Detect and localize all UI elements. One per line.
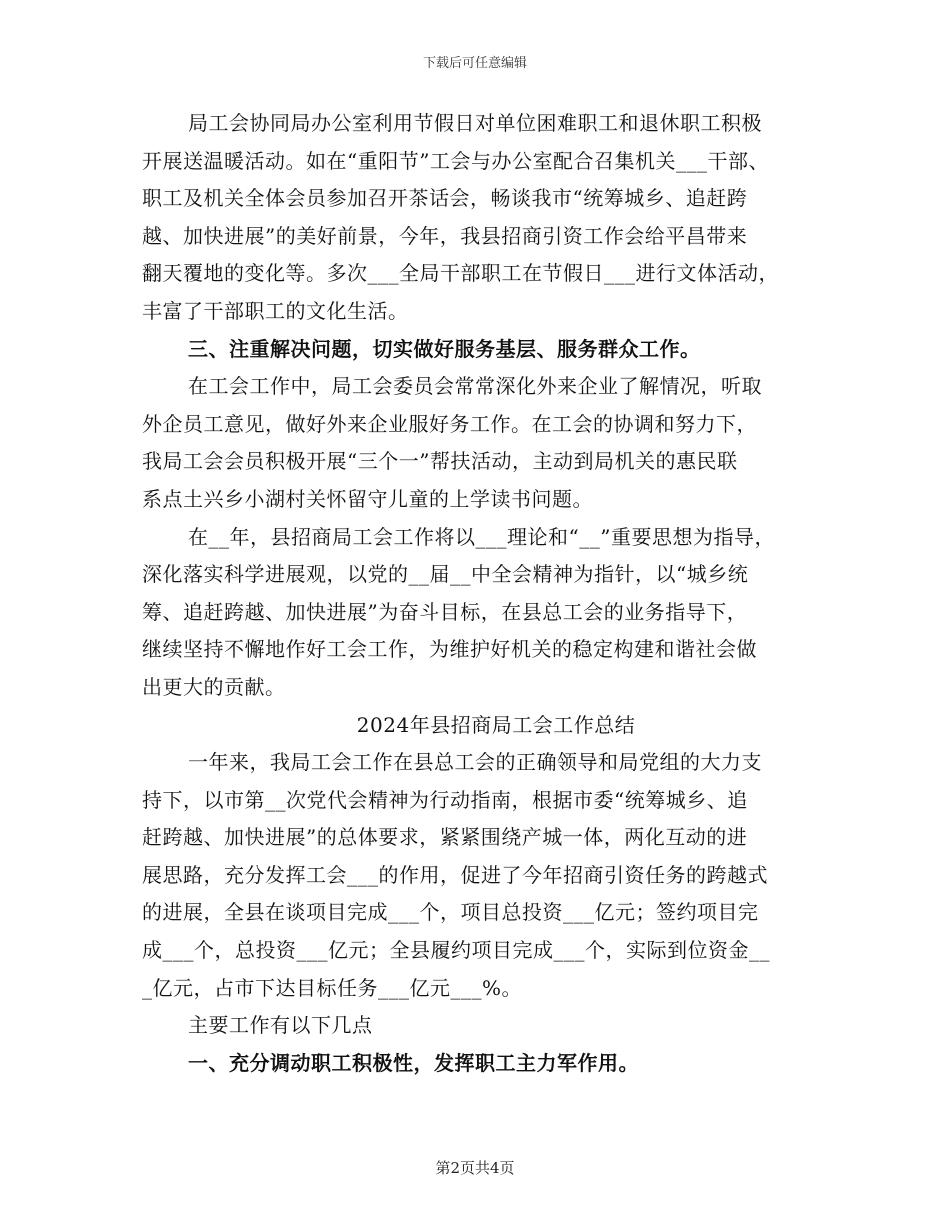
paragraph-line: 持下，以市第__次党代会精神为行动指南，根据市委“统筹城乡、追 xyxy=(142,787,748,812)
paragraph-line: 主要工作有以下几点 xyxy=(188,1013,373,1038)
paragraph-line: 我局工会会员积极开展“三个一”帮扶活动，主动到局机关的惠民联 xyxy=(142,449,738,474)
paragraph-line: 深化落实科学进展观，以党的__届__中全会精神为指针，以“城乡统 xyxy=(142,562,749,587)
paragraph-line: 越、加快进展”的美好前景，今年，我县招商引资工作会给平昌带来 xyxy=(142,223,748,248)
paragraph-line: 的进展，全县在谈项目完成___个，项目总投资___亿元；签约项目完 xyxy=(142,900,759,925)
paragraph-line: 在工会工作中，局工会委员会常常深化外来企业了解情况，听取 xyxy=(188,374,762,399)
paragraph-line: 系点土兴乡小湖村关怀留守儿童的上学读书问题。 xyxy=(142,486,593,511)
paragraph-line: 继续坚持不懈地作好工会工作，为维护好机关的稳定构建和谐社会做 xyxy=(142,637,757,662)
page-indicator: 第2页共4页 xyxy=(435,1159,515,1177)
paragraph-line: 成___个，总投资___亿元；全县履约项目完成___个，实际到位资金__ xyxy=(142,938,770,963)
paragraph-line: 职工及机关全体会员参加召开茶话会，畅谈我市“统筹城乡、追赶跨 xyxy=(142,186,748,211)
paragraph-line: 赶跨越、加快进展”的总体要求，紧紧围绕产城一体，两化互动的进 xyxy=(142,825,748,850)
paragraph-line: 开展送温暖活动。如在“重阳节”工会与办公室配合召集机关___干部、 xyxy=(142,148,769,173)
paragraph-line: 丰富了干部职工的文化生活。 xyxy=(142,298,409,323)
document-body xyxy=(142,105,822,1082)
header-note: 下载后可任意编辑 xyxy=(422,56,527,71)
paragraph-line: 展思路，充分发挥工会___的作用，促进了今年招商引资任务的跨越式 xyxy=(142,862,768,887)
paragraph-line: 筹、追赶跨越、加快进展”为奋斗目标，在县总工会的业务指导下， xyxy=(142,599,748,624)
section-heading: 一、充分调动职工积极性，发挥职工主力军作用。 xyxy=(188,1050,639,1075)
paragraph-line: 局工会协同局办公室利用节假日对单位困难职工和退休职工积极 xyxy=(188,111,762,135)
paragraph-line: 一年来，我局工会工作在县总工会的正确领导和局党组的大力支 xyxy=(188,750,762,775)
paragraph-line: 出更大的贡献。 xyxy=(142,674,286,699)
section-heading: 三、注重解决问题，切实做好服务基层、服务群众工作。 xyxy=(188,336,701,361)
paragraph-line: _亿元，占市下达目标任务___亿元___%。 xyxy=(142,975,523,1000)
paragraph-line: 外企员工意见，做好外来企业服好务工作。在工会的协调和努力下， xyxy=(142,411,757,436)
paragraph-line: 在__年，县招商局工会工作将以___理论和“__”重要思想为指导， xyxy=(188,524,775,549)
document-title: 2024年县招商局工会工作总结 xyxy=(356,712,636,737)
paragraph-line: 翻天覆地的变化等。多次___全局干部职工在节假日___进行文体活动， xyxy=(142,261,779,286)
